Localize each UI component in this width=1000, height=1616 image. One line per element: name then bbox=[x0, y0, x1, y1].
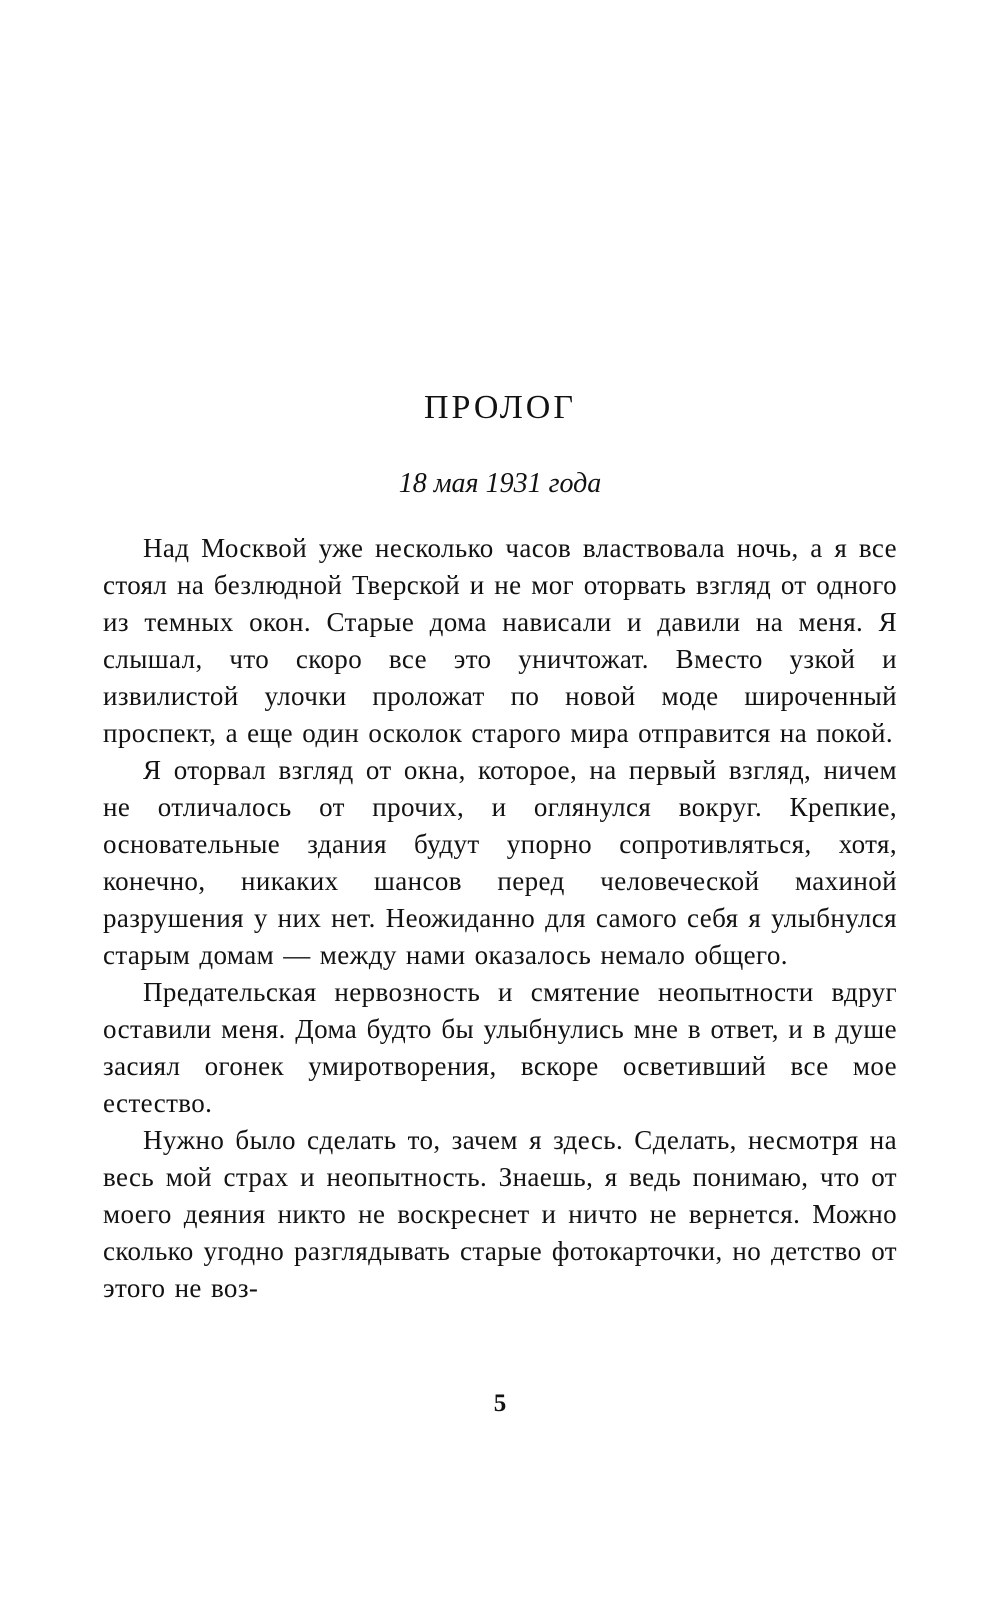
date-subtitle: 18 мая 1931 года bbox=[398, 468, 602, 499]
page-number: 5 bbox=[493, 1390, 507, 1417]
body-text bbox=[103, 530, 897, 1307]
paragraph-3: Предательская нервозность и смятение неопытности вдруг оставили меня. Дома будто бы улыбнулись мне в ответ, и в душе засиял огонек умиротворения, вскоре осветивший все мое естество. bbox=[103, 977, 897, 1118]
chapter-title: ПРОЛОГ bbox=[423, 389, 576, 426]
paragraph-2: Я оторвал взгляд от окна, которое, на первый взгляд, ничем не отличалось от прочих, и оглянулся вокруг. Крепкие, основательные здания будут упорно сопротивляться, хотя, конечно, никаких шансов перед человеческой махиной разрушения у них нет. Неожиданно для самого себя я улыбнулся старым домам — между нами оказалось немало общего. bbox=[103, 755, 897, 970]
paragraph-1: Над Москвой уже несколько часов властвовала ночь, а я все стоял на безлюдной Тверской и не мог оторвать взгляд от одного из темных окон. Старые дома нависали и давили на меня. Я слышал, что скоро все это уничтожат. Вместо узкой и извилистой улочки проложат по новой моде широченный проспект, а еще один осколок старого мира отправится на покой. bbox=[103, 533, 897, 748]
paragraph-4: Нужно было сделать то, зачем я здесь. Сделать, несмотря на весь мой страх и неопытность. Знаешь, я ведь понимаю, что от моего деяния никто не воскреснет и ничто не вернется. Можно сколько угодно разглядывать старые фотокарточки, но детство от этого не воз- bbox=[103, 1125, 897, 1303]
